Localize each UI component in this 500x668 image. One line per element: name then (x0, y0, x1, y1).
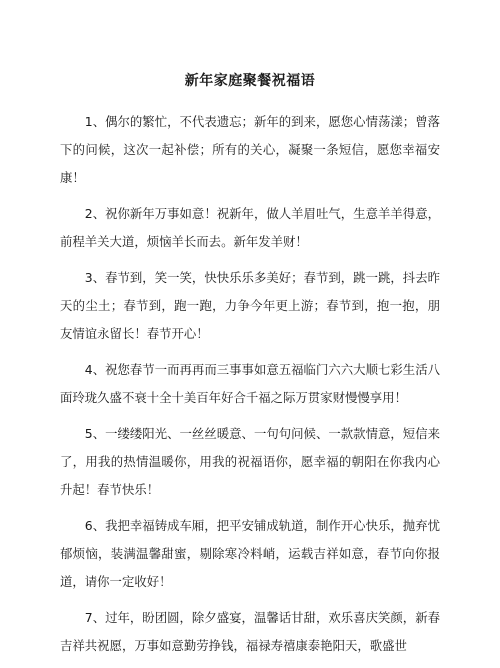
paragraph-2: 2、祝你新年万事如意！祝新年，做人羊眉吐气，生意羊羊得意，前程羊关大道，烦恼羊长而去。新年发羊财！ (60, 206, 440, 249)
paragraph-7: 7、过年，盼团圆，除夕盛宴，温馨话甘甜，欢乐喜庆笑颜，新春吉祥共祝愿，万事如意勤劳挣钱，福禄寿禧康泰艳阳天，歌盛世 (60, 610, 440, 653)
paragraph-1: 1、偶尔的繁忙，不代表遗忘；新年的到来，愿您心情荡漾；曾落下的问候，这次一起补偿；所有的关心，凝聚一条短信，愿您幸福安康！ (60, 114, 440, 185)
document-title: 新年家庭聚餐祝福语 (184, 73, 316, 89)
document (60, 70, 440, 668)
paragraph-3: 3、春节到，笑一笑，快快乐乐多美好；春节到，跳一跳，抖去昨天的尘土；春节到，跑一跑，力争今年更上游；春节到，抱一抱，朋友情谊永留长！春节开心！ (60, 270, 440, 341)
paragraph-4: 4、祝您春节一而再再而三事事如意五福临门六六大顺七彩生活八面玲珑久盛不衰十全十美百年好合千福之际万贯家财慢慢享用！ (60, 362, 440, 405)
paragraph-5: 5、一缕缕阳光、一丝丝暖意、一句句问候、一款款情意，短信来了，用我的热情温暖你，用我的祝福语你，愿幸福的朝阳在你我内心升起！春节快乐！ (60, 426, 440, 497)
paragraph-6: 6、我把幸福铸成车厢，把平安铺成轨道，制作开心快乐，抛弃忧郁烦恼，装满温馨甜蜜，剔除寒冷料峭，运载吉祥如意，春节向你报道，请你一定收好！ (60, 518, 440, 589)
